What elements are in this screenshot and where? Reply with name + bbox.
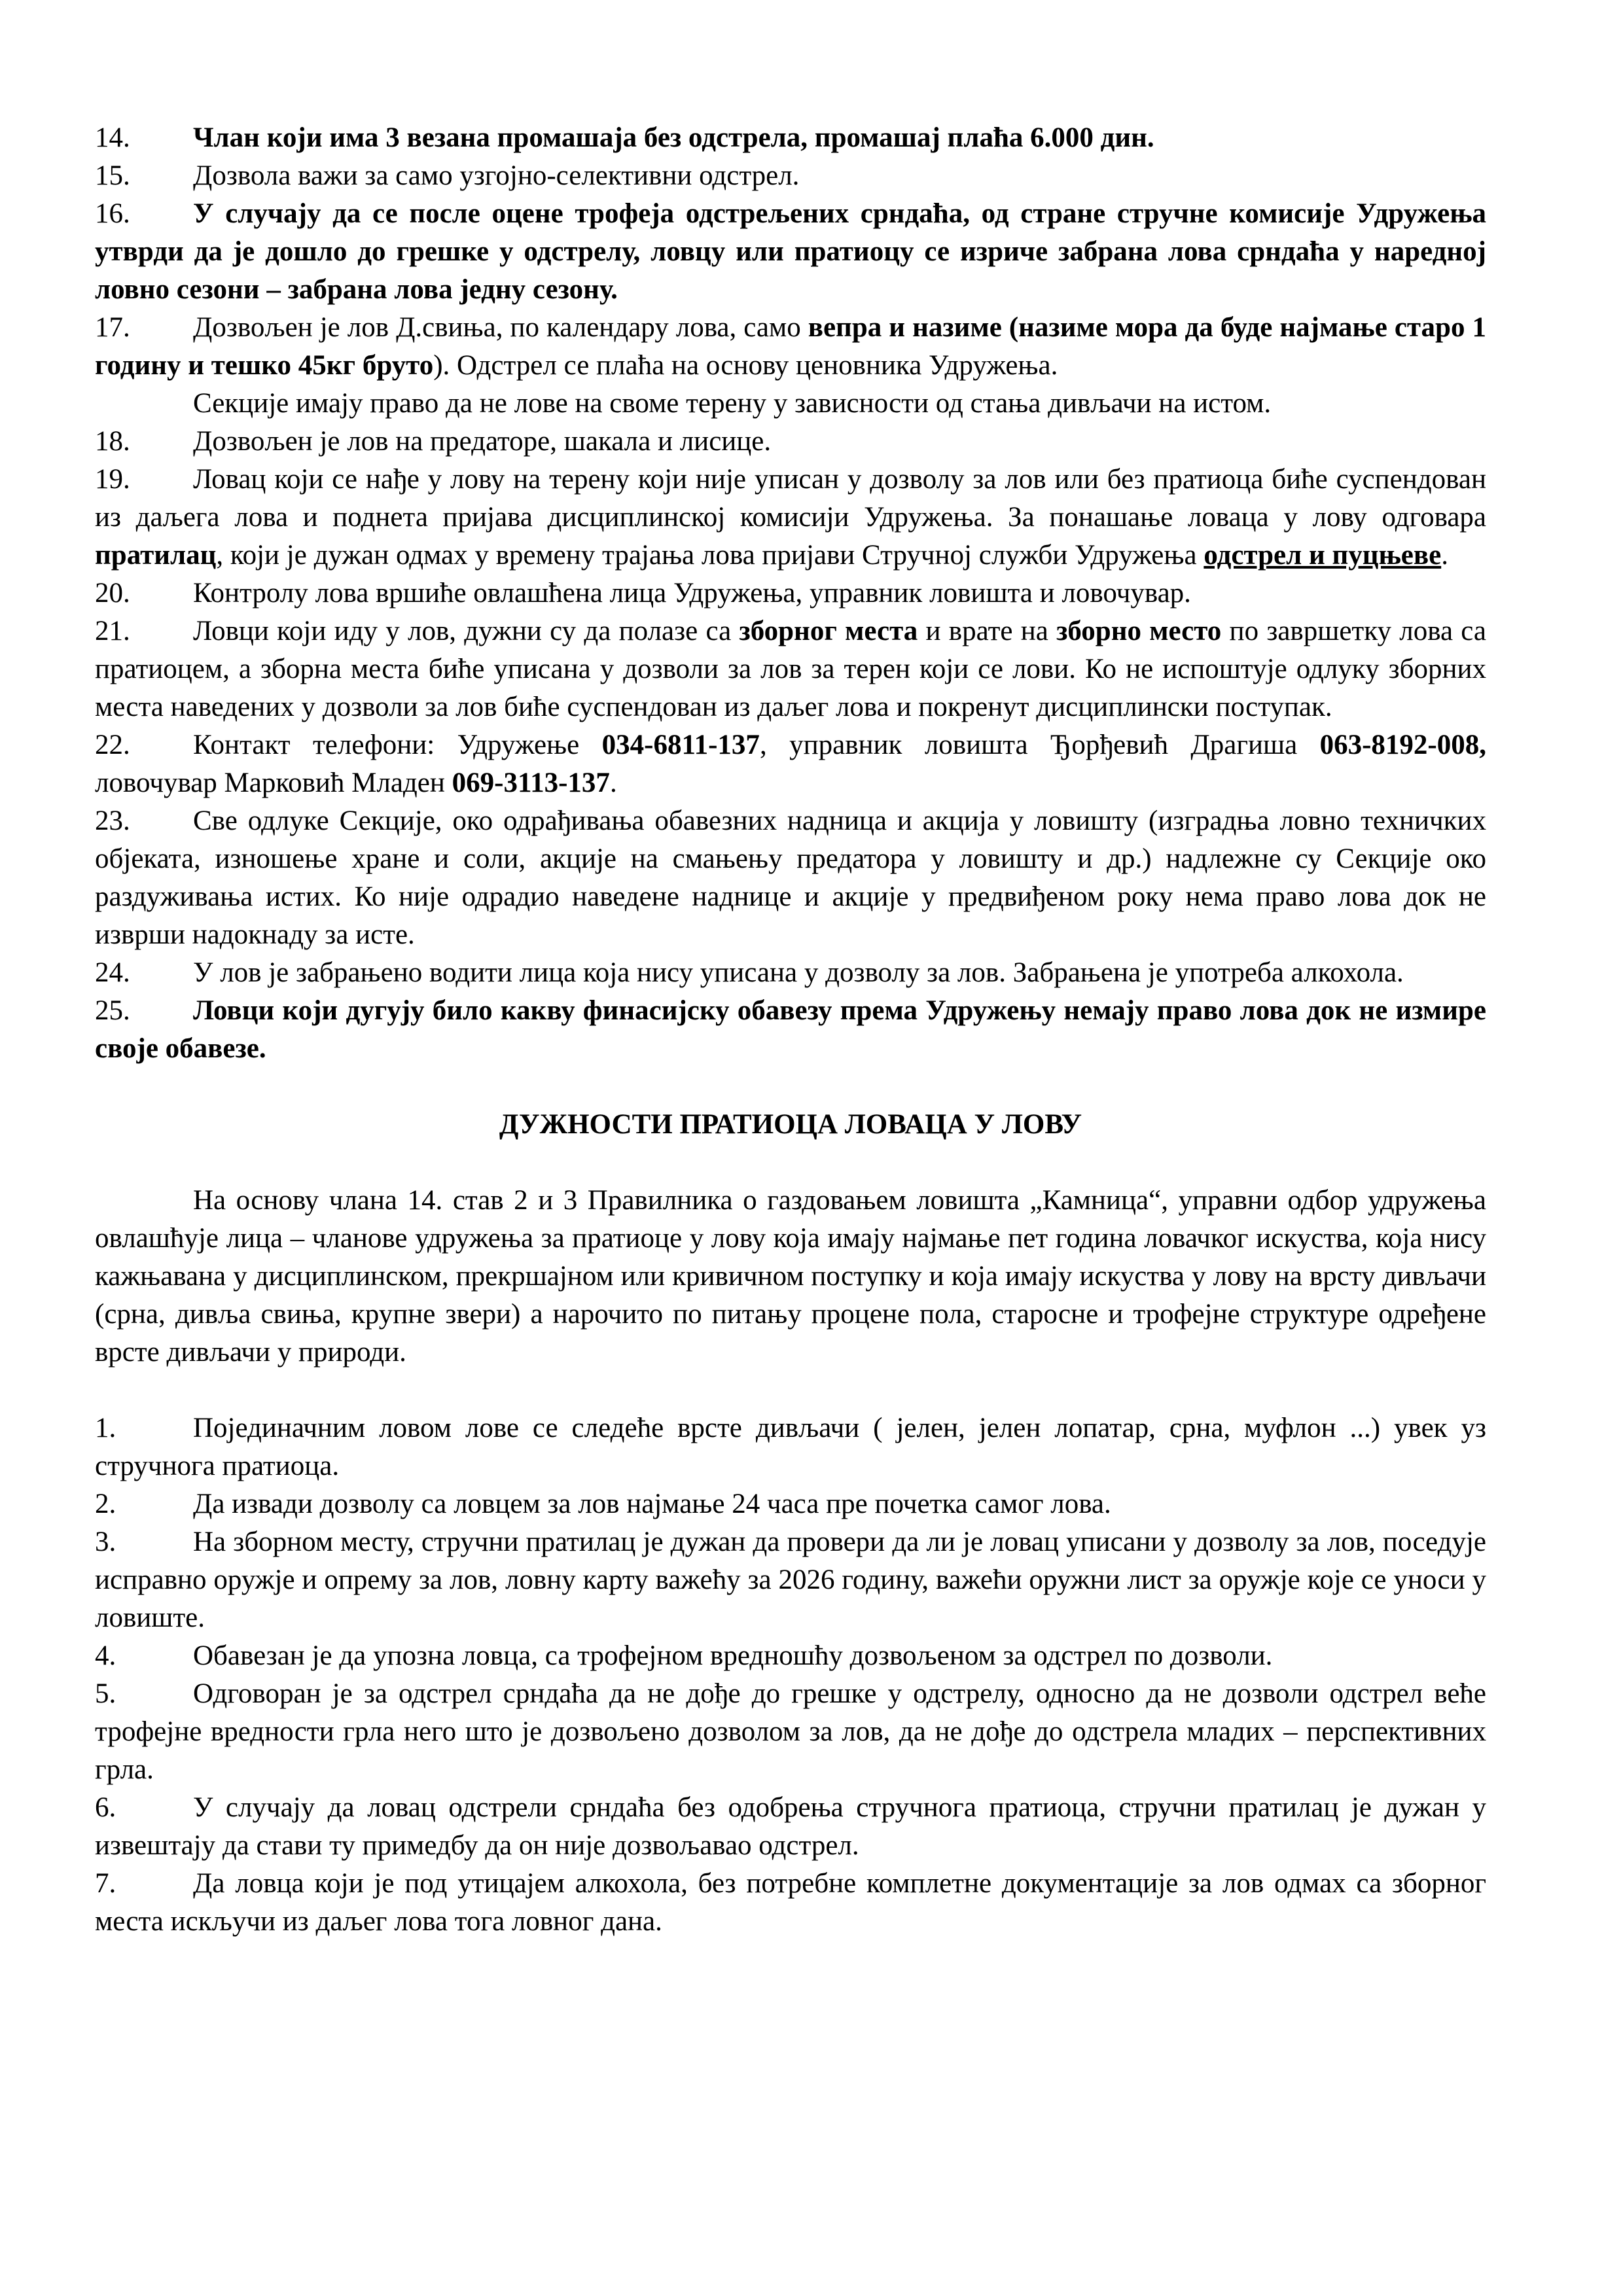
item-text: зборно место <box>1056 616 1222 646</box>
item-text: Контакт телефони: Удружење <box>193 730 602 760</box>
rule-item <box>95 157 1486 195</box>
duty-item <box>95 1789 1486 1865</box>
item-number: 17. <box>95 312 130 343</box>
item-text: Појединачним ловом лове се следеће врсте дивљачи ( јелен, јелен лопатар, срна, муфлон ...) увек уз стручнога пратиоца. <box>95 1413 1486 1481</box>
intro-paragraph: На основу члана 14. став 2 и 3 Правилника о газдовањем ловишта „Камница“, управни одбор удружења овлашћује лица – чланове удружења за пратиоце у лову која имају најмање пет година ловачког искуства, која нису кажњавана у дисциплинском, прекршајном или кривичном поступку и која имају искуства у лову на врсту дивљачи (срна, дивља свиња, крупне звери) а нарочито по питању процене пола, старосне и трофејне структуре одређене врсте дивљачи у природи. <box>95 1185 1486 1368</box>
item-text: Контролу лова вршиће овлашћена лица Удружења, управник ловишта и ловочувар. <box>193 578 1191 609</box>
spacer <box>95 1068 1486 1106</box>
item-text: У случају да се после оцене трофеја одстрељених срндаћа, од стране стручне комисије Удружења утврди да је дошло до грешке у одстрелу, ловцу или пратиоцу се изриче забрана лова срндаћа у наредној ловно сезони – забрана лова једну сезону. <box>95 198 1486 305</box>
duty-item <box>95 1523 1486 1637</box>
item-text: . <box>609 768 617 798</box>
item-text: Све одлуке Секције, око одрађивања обавезних надница и акција у ловишту (изградња ловно техничких објеката, изношење хране и соли, акције на смањењу предатора у ловишту и др.) надлежне су Секције око раздуживања истих. Ко није одрадио наведене наднице и акције у предвиђеном року нема право лова док не изврши надокнаду за исте. <box>95 805 1486 950</box>
item-number: 19. <box>95 464 130 495</box>
item-text: 034-6811-137 <box>601 730 760 760</box>
rule-item <box>95 309 1486 385</box>
item-number: 16. <box>95 198 130 229</box>
item-text: Ловци који дугују било какву финасијску обавезу према Удружењу немају право лова док не измире своје обавезе. <box>95 995 1486 1064</box>
item-text: 063-8192-008, <box>1319 730 1486 760</box>
item-text: На зборном месту, стручни пратилац је дужан да провери да ли је ловац уписани у дозволу за лов, поседује исправно оружје и опрему за лов, ловну карту важећу за 2026 годину, важећи оружни лист за оружје које се уноси у ловиште. <box>95 1527 1486 1633</box>
item-number: 25. <box>95 995 130 1026</box>
rule-item <box>95 423 1486 461</box>
item-number: 23. <box>95 805 130 836</box>
item-number: 18. <box>95 426 130 457</box>
duty-item <box>95 1865 1486 1941</box>
section-heading: ДУЖНОСТИ ПРАТИОЦА ЛОВАЦА У ЛОВУ <box>499 1109 1082 1140</box>
item-text: зборног места <box>739 616 918 646</box>
item-number: 2. <box>95 1489 116 1519</box>
item-text: одстрел и пуцњеве <box>1204 540 1442 571</box>
rule-item <box>95 119 1486 157</box>
duty-item <box>95 1409 1486 1485</box>
item-number: 4. <box>95 1640 116 1671</box>
document-page <box>95 119 1486 1941</box>
rule-item <box>95 612 1486 726</box>
item-text: и врате на <box>918 616 1057 646</box>
item-text: Секције имају право да не лове на своме терену у зависности од стања дивљачи на истом. <box>193 388 1272 419</box>
rule-item <box>95 992 1486 1068</box>
item-text: У случају да ловац одстрели срндаћа без одобрења стручнога пратиоца, стручни пратилац је дужан у извештају да стави ту примедбу да он није дозвољавао одстрел. <box>95 1792 1486 1861</box>
rule-item <box>95 726 1486 802</box>
item-text: Да ловца који је под утицајем алкохола, без потребне комплетне документације за лов одмах са зборног места искључи из даљег лова тога ловног дана. <box>95 1868 1486 1937</box>
item-number: 3. <box>95 1527 116 1557</box>
duties-list <box>95 1409 1486 1941</box>
duty-item <box>95 1637 1486 1675</box>
item-number: 22. <box>95 730 130 760</box>
rules-list <box>95 119 1486 1068</box>
duty-item <box>95 1675 1486 1789</box>
item-number: 14. <box>95 122 130 153</box>
item-text: Одговоран је за одстрел срндаћа да не дође до грешке у одстрелу, односно да не дозволи одстрел веће трофејне вредности грла него што је дозвољено дозволом за лов, да не дође до одстрела младих – перспективних грла. <box>95 1678 1486 1785</box>
item-text: пратилац <box>95 540 217 571</box>
rule-item <box>95 802 1486 954</box>
item-text: , који је дужан одмах у времену трајања лова пријави Стручној служби Удружења <box>216 540 1204 571</box>
item-number: 20. <box>95 578 130 609</box>
item-text: Ловци који иду у лов, дужни су да полазе са <box>193 616 740 646</box>
item-text: Ловац који се нађе у лову на терену који није уписан у дозволу за лов или без пратиоца биће суспендован из даљега лова и поднета пријава дисциплинској комисији Удружења. За понашање ловаца у лову одговара <box>95 464 1486 533</box>
item-text: Дозвољен је лов на предаторе, шакала и лисице. <box>193 426 772 457</box>
rule-item <box>95 195 1486 309</box>
rule-item <box>95 385 1486 423</box>
item-text: . <box>1441 540 1448 571</box>
item-text: У лов је забрањено водити лица која нису уписана у дозволу за лов. Забрањена је употреба алкохола. <box>193 957 1404 988</box>
item-text: Дозвола важи за само узгојно-селективни одстрел. <box>193 160 800 191</box>
item-number: 5. <box>95 1678 116 1709</box>
item-text: ). Одстрел се плаћа на основу ценовника Удружења. <box>433 350 1058 381</box>
item-number: 6. <box>95 1792 116 1823</box>
item-text: Дозвољен је лов Д.свиња, по календару лова, само <box>193 312 808 343</box>
item-number: 24. <box>95 957 130 988</box>
item-number: 21. <box>95 616 130 646</box>
item-text: по завршетку лова са пратиоцем, а зборна места биће уписана у дозволи за лов за терен који се лови. Ко не испоштује одлуку зборних места наведених у дозволи за лов биће суспендован из даљег лова и покренут дисциплински поступак. <box>95 616 1486 722</box>
item-number: 15. <box>95 160 130 191</box>
rule-item <box>95 954 1486 992</box>
spacer <box>95 1144 1486 1182</box>
rule-item <box>95 461 1486 574</box>
rule-item <box>95 574 1486 612</box>
item-number: 7. <box>95 1868 116 1899</box>
duty-item <box>95 1485 1486 1523</box>
item-text: Члан који има 3 везана промашаја без одстрела, промашај плаћа 6.000 дин. <box>193 122 1154 153</box>
item-text: ловочувар Марковић Младен <box>95 768 452 798</box>
item-number: 1. <box>95 1413 116 1443</box>
item-text: Да извади дозволу са ловцем за лов најмање 24 часа пре почетка самог лова. <box>193 1489 1111 1519</box>
spacer <box>95 1371 1486 1409</box>
item-text: , управник ловишта Ђорђевић Драгиша <box>759 730 1320 760</box>
item-text: 069-3113-137 <box>452 768 610 798</box>
item-text: Обавезан је да упозна ловца, са трофејном вредношћу дозвољеном за одстрел по дозволи. <box>193 1640 1273 1671</box>
item-text: вепра и назиме (назиме мора да буде најмање старо 1 годину и тешко 45кг бруто <box>95 312 1486 381</box>
